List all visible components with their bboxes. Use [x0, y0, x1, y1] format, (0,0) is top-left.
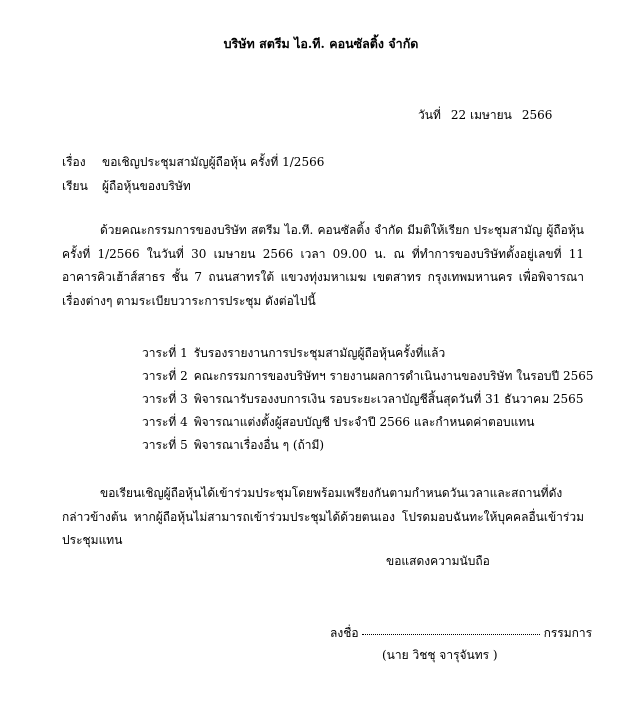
date-year: 2566 — [521, 108, 553, 122]
agenda-item — [142, 367, 594, 386]
agenda-item — [142, 390, 583, 409]
agenda-item-label: วาระที่ 2 — [142, 369, 188, 383]
intro-paragraph: ด้วยคณะกรรมการของบริษัท สตรีม ไอ.ที. คอนซัลติ้ง จำกัด มีมติให้เรียก ประชุมสามัญ ผู้ถือหุ้นครั้งที่ 1/2566 ในวันที่ 30 เมษายน 2566 เวลา 09.00 น. ณ ที่ทำการของบริษัทตั้งอยู่เลขที่ 11 อาคารคิวเฮ้าส์สาธร ชั้น 7 ถนนสาทรใต้ แขวงทุ่งมหาเมฆ เขตสาทร กรุงเทพมหานคร เพื่อพิจารณาเรื่องต่างๆ ตามระเบียบวาระการประชุม ดังต่อไปนี้ — [62, 223, 584, 308]
subject-value: ขอเชิญประชุมสามัญผู้ถือหุ้น ครั้งที่ 1/2566 — [102, 155, 325, 169]
letter-date — [418, 106, 552, 125]
agenda-item — [142, 436, 324, 455]
date-day: 22 — [450, 108, 467, 122]
agenda-item-text: คณะกรรมการของบริษัทฯ รายงานผลการดำเนินงานของบริษัท ในรอบปี 2565 — [193, 369, 594, 383]
agenda-item — [142, 344, 445, 363]
signature-label: ลงชื่อ — [330, 626, 359, 640]
signature-dotted-line — [362, 634, 540, 635]
recipient-label: เรียน — [62, 179, 88, 193]
agenda-item — [142, 413, 535, 432]
closing-salutation: ขอแสดงความนับถือ — [386, 554, 490, 568]
agenda-item-label: วาระที่ 4 — [142, 415, 188, 429]
signature-role: กรรมการ — [543, 626, 593, 640]
recipient-value: ผู้ถือหุ้นของบริษัท — [102, 179, 191, 193]
signature-line — [330, 624, 592, 643]
signer-name: (นาย วิชชุ จารุจันทร ) — [382, 648, 498, 662]
invitation-paragraph: ขอเรียนเชิญผู้ถือหุ้นได้เข้าร่วมประชุมโดยพร้อมเพรียงกันตามกำหนดวันเวลาและสถานที่ดังกล่าวข้างต้น หากผู้ถือหุ้นไม่สามารถเข้าร่วมประชุมได้ด้วยตนเอง โปรดมอบฉันทะให้บุคคลอื่นเข้าร่วมประชุมแทน — [62, 486, 584, 547]
agenda-item-text: พิจารณารับรองงบการเงิน รอบระยะเวลาบัญชีสิ้นสุดวันที่ 31 ธันวาคม 2565 — [193, 392, 584, 406]
company-title: บริษัท สตรีม ไอ.ที. คอนซัลติ้ง จำกัด — [223, 36, 419, 51]
agenda-item-text: รับรองรายงานการประชุมสามัญผู้ถือหุ้นครั้งที่แล้ว — [193, 346, 446, 360]
date-label: วันที่ — [418, 108, 441, 122]
agenda-item-text: พิจารณาเรื่องอื่น ๆ (ถ้ามี) — [193, 438, 325, 452]
agenda-item-text: พิจารณาแต่งตั้งผู้สอบบัญชี ประจำปี 2566 และกำหนดค่าตอบแทน — [193, 415, 535, 429]
subject-label: เรื่อง — [62, 155, 86, 169]
date-month: เมษายน — [469, 108, 512, 122]
agenda-item-label: วาระที่ 5 — [142, 438, 188, 452]
agenda-item-label: วาระที่ 1 — [142, 346, 188, 360]
agenda-item-label: วาระที่ 3 — [142, 392, 188, 406]
